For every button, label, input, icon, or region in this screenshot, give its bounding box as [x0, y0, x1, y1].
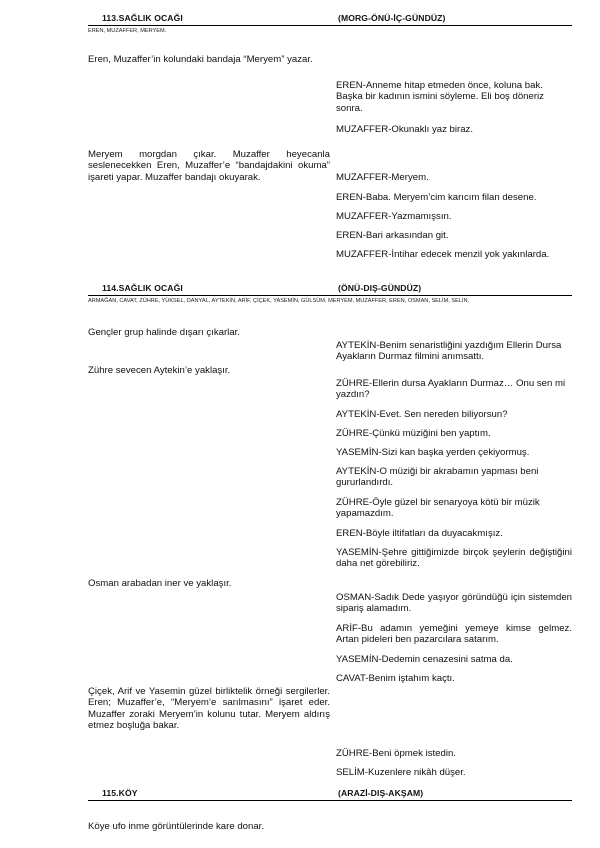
scene-number: 115.KÖY [102, 788, 138, 798]
dialogue-line: AYTEKİN-Evet. Sen nereden biliyorsun? [336, 409, 508, 420]
dialogue-line: AYTEKİN-O müziği bir akrabamın yapması beni gururlandırdı. [336, 466, 539, 489]
action-line: Zühre sevecen Aytekin’e yaklaşır. [88, 365, 231, 376]
dialogue-line: EREN-Böyle iltifatları da duyacakmışız. [336, 528, 503, 539]
dialogue-line: YASEMİN-Sizi kan başka yerden çekiyormuş. [336, 447, 530, 458]
dialogue-line: EREN-Bari arkasından git. [336, 230, 449, 241]
dialogue-line: ZÜHRE-Çünkü müziğini ben yaptım. [336, 428, 491, 439]
dialogue-line: SELİM-Kuzenlere nikâh düşer. [336, 767, 466, 778]
action-line: Çiçek, Arif ve Yasemin güzel birliktelik örneği sergilerler. Eren; Muzaffer’e, “Meryem’e sarılmasını” işaret eder. Muzaffer zoraki Meryem’in kolunu tutar. Meryem aldırış etmez boşluğa bakar. [88, 686, 330, 732]
action-line: Köye ufo inme görüntülerinde kare donar. [88, 821, 264, 832]
scene-location: (MORG-ÖNÜ-İÇ-GÜNDÜZ) [338, 13, 446, 23]
dialogue-line: EREN-Baba. Meryem’cim karıcım filan desene. [336, 192, 537, 203]
scene-heading [88, 13, 572, 26]
scene-number: 114.SAĞLIK OCAĞI [102, 283, 183, 293]
dialogue-line: ZÜHRE-Beni öpmek istedin. [336, 748, 456, 759]
dialogue-line: CAVAT-Benim iştahım kaçtı. [336, 673, 455, 684]
scene-cast: ARMAĞAN, CAVAT, ZÜHRE, YÜKSEL, DANYAL, AYTEKİN, ARİF, ÇİÇEK, YASEMİN, GÜLSÜM, MERYEM, MUZAFFER, EREN, OSMAN, SELİM, SELİN. [88, 298, 470, 304]
action-line: Osman arabadan iner ve yaklaşır. [88, 578, 232, 589]
dialogue-line: AYTEKİN-Benim senaristliğini yazdığım Ellerin Dursa Ayakların Durmaz filmini anımsattı. [336, 340, 562, 363]
scene-location: (ARAZİ-DIŞ-AKŞAM) [338, 788, 424, 798]
dialogue-line: EREN-Anneme hitap etmeden önce, koluna bak. Başka bir kadının ismini söyleme. Eli boş döneriz sonra. [336, 80, 544, 114]
dialogue-line: MUZAFFER-İntihar edecek menzil yok yakınlarda. [336, 249, 550, 260]
scene-heading [88, 283, 572, 296]
dialogue-line: ZÜHRE-Ellerin dursa Ayakların Durmaz… Onu sen mi yazdın? [336, 378, 566, 401]
dialogue-line: MUZAFFER-Okunaklı yaz biraz. [336, 124, 474, 135]
action-line: Meryem morgdan çıkar. Muzaffer heyecanla seslenecekken Eren, Muzaffer’e “bandajdakini okuma” işareti yapar. Muzaffer bandajı okuyarak. [88, 149, 330, 183]
dialogue-line: ZÜHRE-Öyle güzel bir senaryoya kötü bir müzik yapamazdım. [336, 497, 540, 520]
action-line: Gençler grup halinde dışarı çıkarlar. [88, 327, 240, 338]
dialogue-line: YASEMİN-Şehre gittiğimizde birçok şeylerin değiştiğini daha net görebiliriz. [336, 547, 572, 570]
dialogue-line: MUZAFFER-Meryem. [336, 172, 429, 183]
action-line: Eren, Muzaffer’in kolundaki bandaja “Meryem” yazar. [88, 54, 313, 65]
dialogue-line: MUZAFFER-Yazmamışsın. [336, 211, 452, 222]
scene-cast: EREN, MUZAFFER, MERYEM. [88, 28, 167, 34]
dialogue-line: OSMAN-Sadık Dede yaşıyor göründüğü için sistemden sipariş alamadım. [336, 592, 572, 615]
scene-number: 113.SAĞLIK OCAĞI [102, 13, 183, 23]
scene-location: (ÖNÜ-DIŞ-GÜNDÜZ) [338, 283, 422, 293]
dialogue-line: YASEMİN-Dedemin cenazesini satma da. [336, 654, 513, 665]
dialogue-line: ARİF-Bu adamın yemeğini yemeye kimse gelmez. Artan pideleri ben pazarcılara satarım. [336, 623, 572, 646]
scene-heading [88, 788, 572, 801]
